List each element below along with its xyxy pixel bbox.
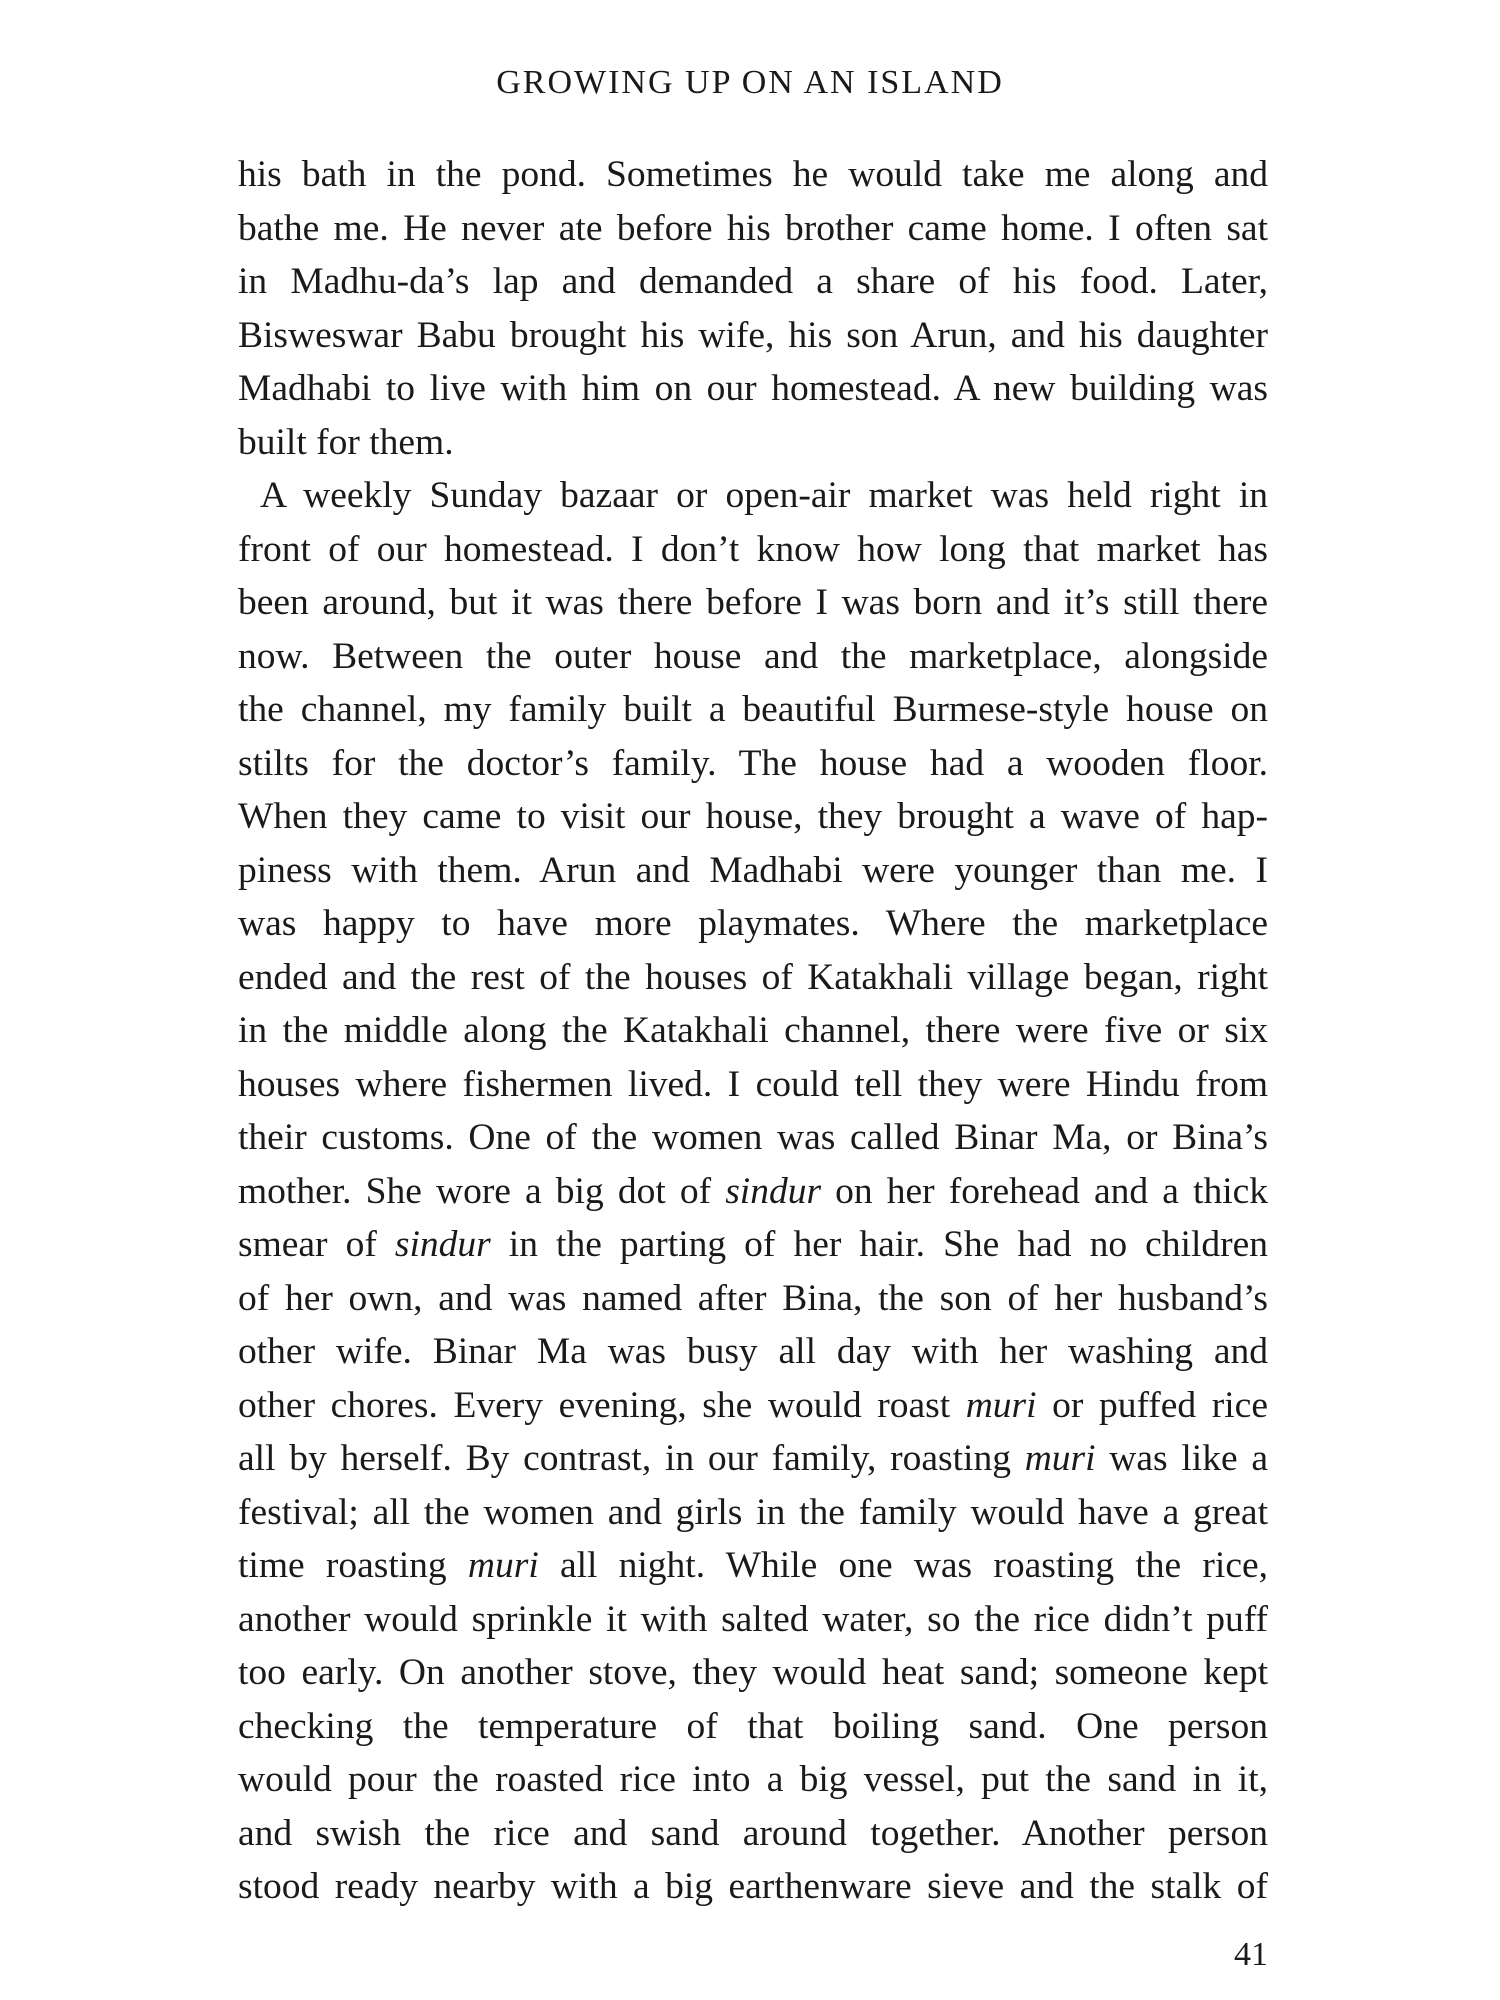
italic-term: muri xyxy=(467,1545,539,1586)
text-line: another would sprinkle it with salted water, so the rice didn’t puff xyxy=(238,1598,1268,1640)
text-line: his bath in the pond. Sometimes he would take me along and xyxy=(238,154,1268,195)
text-line: Madhabi to live with him on our homestead. A new building was xyxy=(238,368,1268,409)
italic-term: muri xyxy=(965,1384,1037,1426)
text-line: been around, but it was there before I was born and it’s still there xyxy=(238,582,1268,623)
italic-term: sindur xyxy=(394,1224,491,1265)
text-line: Bisweswar Babu brought his wife, his son Arun, and his daughter xyxy=(238,314,1268,356)
text-line: the channel, my family built a beautiful Burmese-style house on xyxy=(238,689,1268,730)
text-line: houses where fishermen lived. I could tell they were Hindu from xyxy=(238,1063,1268,1105)
text-line: piness with them. Arun and Madhabi were younger than me. I xyxy=(238,849,1268,891)
text-line: and swish the rice and sand around together. Another person xyxy=(238,1812,1268,1854)
text-line: stood ready nearby with a big earthenware sieve and the stalk of xyxy=(238,1866,1268,1907)
paragraph-start-line: A weekly Sunday bazaar or open-air market was held right in xyxy=(260,475,1268,516)
text-line: too early. On another stove, they would heat sand; someone kept xyxy=(238,1652,1268,1693)
text-line: now. Between the outer house and the marketplace, alongside xyxy=(238,635,1268,677)
text-line: of her own, and was named after Bina, the son of her husband’s xyxy=(238,1277,1268,1319)
text-line: checking the temperature of that boiling sand. One person xyxy=(238,1705,1268,1747)
text-line: in the middle along the Katakhali channel, there were five or six xyxy=(238,1010,1268,1051)
paragraph-end-line: built for them. xyxy=(238,421,454,463)
text-line: was happy to have more playmates. Where the marketplace xyxy=(238,903,1268,944)
text-line: smear of sindur in the parting of her hair. She had no children xyxy=(238,1224,1268,1265)
text-line: bathe me. He never ate before his brother came home. I often sat xyxy=(238,207,1268,249)
running-head: GROWING UP ON AN ISLAND xyxy=(496,64,1004,101)
text-line: When they came to visit our house, they brought a wave of hap- xyxy=(238,796,1268,837)
body-text xyxy=(238,148,1268,1914)
italic-term: sindur xyxy=(725,1170,822,1212)
page-number: 41 xyxy=(1234,1936,1268,1973)
text-line: mother. She wore a big dot of sindur on her forehead and a thick xyxy=(238,1170,1269,1212)
text-line: in Madhu-da’s lap and demanded a share of his food. Later, xyxy=(238,261,1268,302)
text-line: ended and the rest of the houses of Katakhali village began, right xyxy=(238,956,1268,998)
text-line: all by herself. By contrast, in our family, roasting muri was like a xyxy=(238,1438,1268,1479)
text-line: stilts for the doctor’s family. The house had a wooden floor. xyxy=(238,742,1268,784)
text-line: other chores. Every evening, she would roast muri or puffed rice xyxy=(238,1384,1268,1426)
text-line: time roasting muri all night. While one was roasting the rice, xyxy=(238,1545,1268,1586)
text-line: their customs. One of the women was called Binar Ma, or Bina’s xyxy=(238,1117,1268,1158)
text-line: other wife. Binar Ma was busy all day with her washing and xyxy=(238,1331,1268,1372)
text-line: festival; all the women and girls in the family would have a great xyxy=(238,1491,1268,1533)
italic-term: muri xyxy=(1024,1438,1096,1479)
text-line: would pour the roasted rice into a big vessel, put the sand in it, xyxy=(238,1759,1268,1800)
text-line: front of our homestead. I don’t know how long that market has xyxy=(238,528,1268,570)
